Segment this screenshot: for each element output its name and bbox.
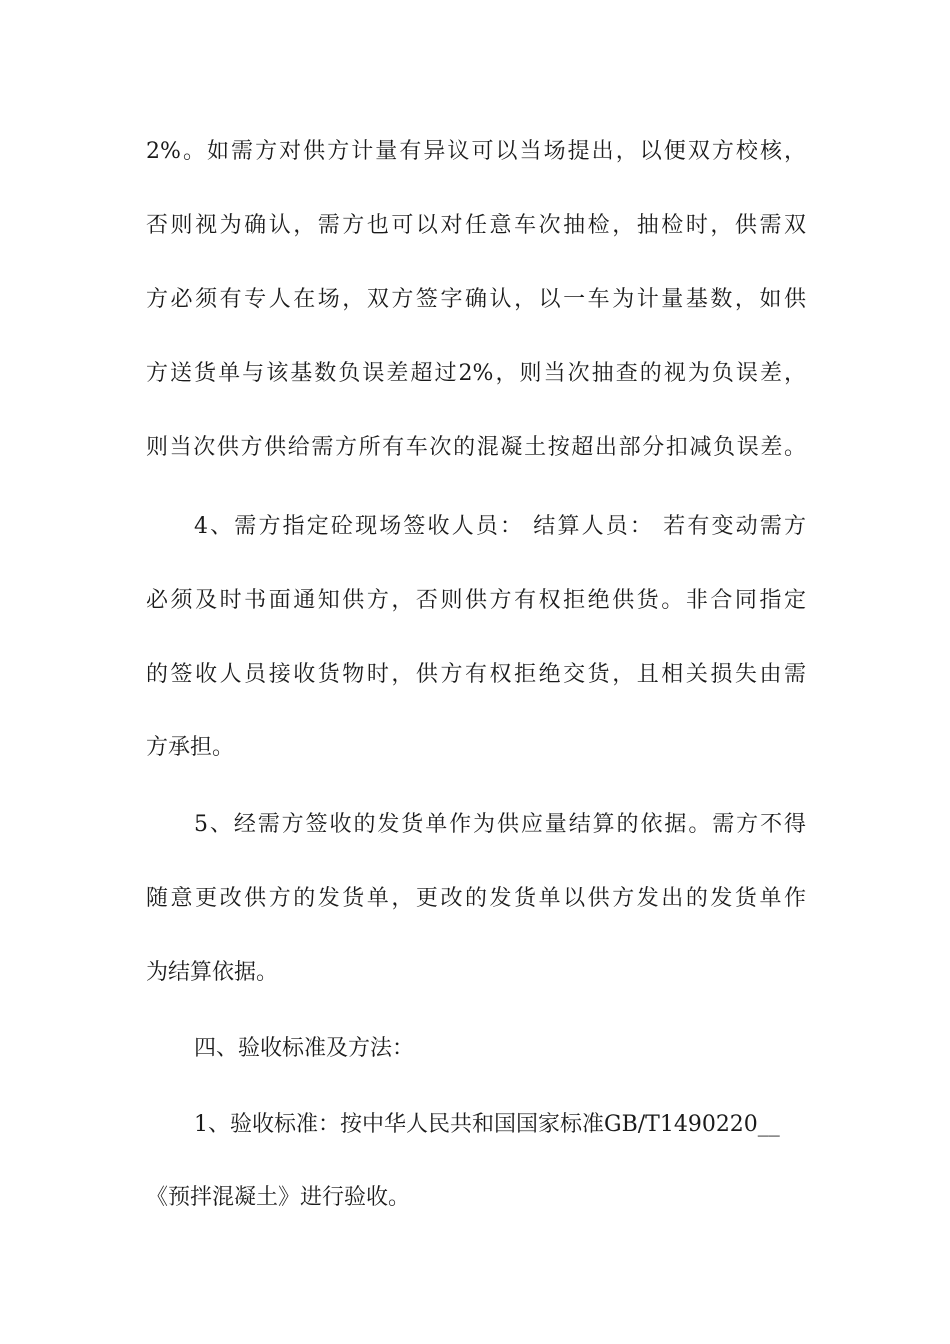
paragraph-line: 4、需方指定砼现场签收人员： 结算人员： 若有变动需方 — [194, 514, 806, 539]
paragraph-line: 2%。如需方对供方计量有异议可以当场提出，以便双方校核， — [146, 139, 806, 164]
paragraph-line: 的签收人员接收货物时，供方有权拒绝交货，且相关损失由需 — [146, 662, 806, 687]
paragraph-line: 1、验收标准：按中华人民共和国国家标准GB/T1490220__ — [194, 1112, 780, 1137]
paragraph-line: 方承担。 — [146, 735, 235, 760]
paragraph-line: 则当次供方供给需方所有车次的混凝土按超出部分扣减负误差。 — [146, 435, 806, 460]
paragraph-line: 5、经需方签收的发货单作为供应量结算的依据。需方不得 — [194, 812, 806, 837]
paragraph-line: 否则视为确认，需方也可以对任意车次抽检，抽检时，供需双 — [146, 213, 806, 238]
section-heading: 四、验收标准及方法： — [194, 1036, 415, 1061]
paragraph-line: 方送货单与该基数负误差超过2%，则当次抽查的视为负误差， — [146, 361, 806, 386]
paragraph-line: 《预拌混凝土》进行验收。 — [146, 1185, 411, 1210]
paragraph-line: 方必须有专人在场，双方签字确认，以一车为计量基数，如供 — [146, 287, 806, 312]
paragraph-line: 随意更改供方的发货单，更改的发货单以供方发出的发货单作 — [146, 886, 806, 911]
paragraph-line: 必须及时书面通知供方，否则供方有权拒绝供货。非合同指定 — [146, 588, 806, 613]
paragraph-line: 为结算依据。 — [146, 960, 279, 985]
